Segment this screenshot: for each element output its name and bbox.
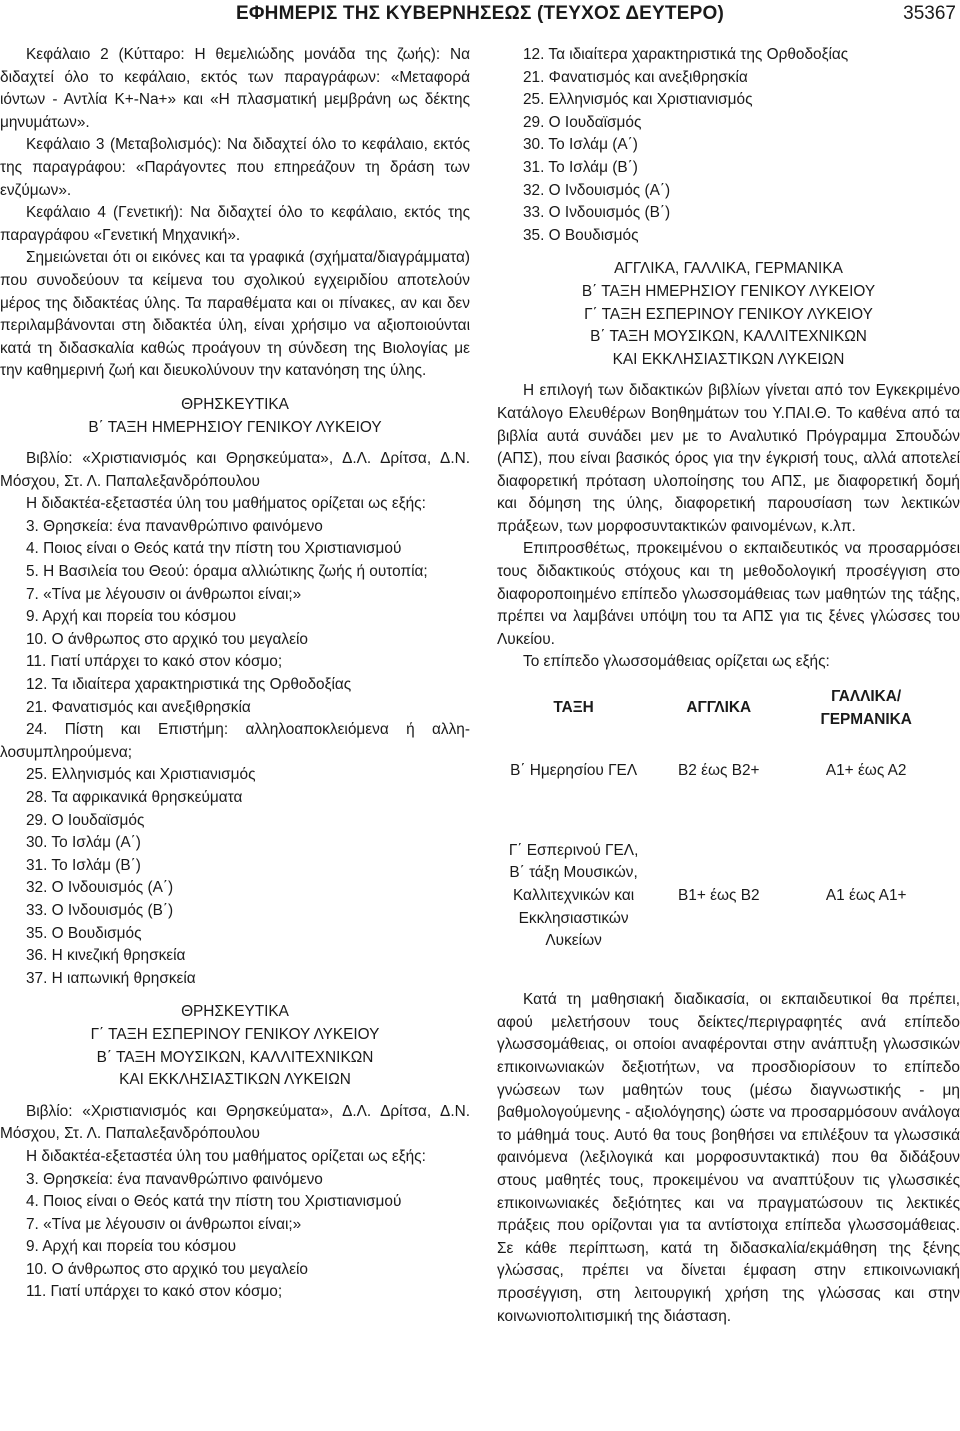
list-item: 10. Ο άνθρωπος στο αρχικό του μεγαλείο bbox=[26, 630, 308, 648]
paragraph: Η επιλογή των διδακτικών βιβλίων γίνεται από τον Εγκεκριμένο Κατάλογο Ελευθέρων Βοηθημάτων του Υ.ΠΑΙ.Θ. Το καθένα από τα βιβλία αυτά συνάδει μεν με το Αναλυτικό Πρόγραμμα Σπουδών (ΑΠΣ), που είναι βασικός όρος για την έγκρισή τους, αλλά αποτελεί διαφορετική πρόταση υλοποίησης του ΑΠΣ, με διαφορετική δομή και δόμηση της ύλης, διαφορετική παρουσίαση των λεκτικών πράξεων, των μορφοσυντακτικών φαινομένων, κ.λπ. bbox=[497, 382, 960, 535]
list-item: 25. Ελληνισμός και Χριστιανισμός bbox=[523, 91, 753, 109]
list-item: 5. Η Βασιλεία του Θεού: όραμα αλλιώτικης ζωής ή ουτοπία; bbox=[26, 563, 428, 581]
list-item: 31. Το Ισλάμ (Β΄) bbox=[523, 158, 638, 176]
right-column bbox=[497, 44, 960, 1328]
list-item: 37. Η ιαπωνική θρησκεία bbox=[26, 969, 196, 987]
language-level-table bbox=[501, 684, 941, 983]
heading-line: Β΄ ΤΑΞΗ ΗΜΕΡΗΣΙΟΥ ΓΕΝΙΚΟΥ ΛΥΚΕΙΟΥ bbox=[581, 282, 876, 300]
table-cell: Α1 έως Α1+ bbox=[825, 886, 907, 904]
table-cell: Β΄ Ημερησίου ΓΕΛ bbox=[510, 761, 638, 779]
section-heading bbox=[497, 258, 960, 371]
syllabus-list bbox=[0, 1169, 470, 1305]
paragraph: Κεφάλαιο 4 (Γενετική): Να διδαχτεί όλο το κεφάλαιο, εκτός της παραγράφου «Γενετική Μηχανική». bbox=[0, 204, 470, 244]
paragraph: Επιπροσθέτως, προκειμένου ο εκπαιδευτικός να προσαρμόσει τους διδακτικούς στόχους και τη μεθοδολογική προσέγγιση στο διαφοροποιημένο επίπεδο γλωσσομάθειας των μαθητών της τάξης, πρέπει να λαμβάνει υπόψη του τα ΑΠΣ για τις ξένες γλώσσες του Λυκείου. bbox=[497, 540, 960, 648]
table-row bbox=[501, 733, 941, 809]
column-header-english: ΑΓΓΛΙΚΑ bbox=[686, 699, 752, 717]
heading-line: ΑΓΓΛΙΚΑ, ΓΑΛΛΙΚΑ, ΓΕΡΜΑΝΙΚΑ bbox=[614, 260, 843, 278]
list-item: 30. Το Ισλάμ (Α΄) bbox=[26, 834, 141, 852]
syllabus-intro: Η διδακτέα-εξεταστέα ύλη του μαθήματος ορίζεται ως εξής: bbox=[26, 1147, 426, 1165]
gazette-title: ΕΦΗΜΕΡΙΣ ΤΗΣ ΚΥΒΕΡΝΗΣΕΩΣ (ΤΕΥΧΟΣ ΔΕΥΤΕΡΟ) bbox=[236, 3, 724, 24]
table-cell: Γ΄ Εσπερινού ΓΕΛ, Β΄ τάξη Μουσικών, Καλλιτεχνικών και Εκκλησιαστικών Λυκείων bbox=[508, 841, 639, 950]
paragraph: Κεφάλαιο 2 (Κύτταρο: Η θεμελιώδης μονάδα της ζωής): Να διδαχτεί όλο το κεφάλαιο, εκτός των παραγράφων: «Μεταφορά ιόντων - Αντλία K+-Na+» και «Η πλασματική μεμβράνη ως δέκτης μηνυμάτων». bbox=[0, 46, 470, 131]
list-item: 33. Ο Ινδουισμός (Β΄) bbox=[26, 901, 174, 919]
list-item: 7. «Τίνα με λέγουσιν οι άνθρωποι είναι;» bbox=[26, 1215, 302, 1233]
list-item: 12. Τα ιδιαίτερα χαρακτηριστικά της Ορθοδοξίας bbox=[523, 46, 849, 63]
table-cell: Β1+ έως Β2 bbox=[678, 886, 760, 904]
list-item: 28. Τα αφρικανικά θρησκεύματα bbox=[26, 789, 243, 806]
syllabus-list bbox=[0, 516, 470, 990]
section-heading bbox=[0, 394, 470, 439]
syllabus-intro: Η διδακτέα-εξεταστέα ύλη του μαθήματος ορίζεται ως εξής: bbox=[26, 495, 426, 513]
list-item: 33. Ο Ινδουισμός (Β΄) bbox=[523, 204, 671, 222]
column-header-french-german: ΓΑΛΛΙΚΑ/ ΓΕΡΜΑΝΙΚΑ bbox=[820, 688, 912, 728]
paragraph: Κατά τη μαθησιακή διαδικασία, οι εκπαιδευτικοί θα πρέπει, αφού μελετήσουν τους δείκτες/περιγραφητές ανά επίπεδο γλωσσομάθειας, οι οποίοι αναφέρονται στην ανάπτυξη γλωσσικών επικοινωνιακών δεξιοτήτων, να προσδιορίσουν το επίπεδο γνώσεων των μαθητών τους (μέσω διαγνωστικής - μη βαθμολογούμενης - αξιολόγησης) ώστε να προσαρμόσουν ανάλογα το μάθημά τους. Αυτό θα τους βοηθήσει να επιλέξουν τα γλωσσικά φαινόμενα (λεξιλογικά και μορφοσυντακτικά) που θα διδάξουν στους μαθητές τους, προκειμένου να αναπτύξουν τις γλωσσικές επικοινωνιακές δεξιότητες και να πραγματώσουν τις λεκτικές πράξεις που ορίζονται για τα αντίστοιχα επίπεδα γλωσσομάθειας. Σε κάθε περίπτωση, κατά τη διδασκαλία/εκμάθηση της ξένης γλώσσας, πρέπει να δίνεται έμφαση στην επικοινωνιακή προσέγγιση, στη λειτουργική χρήση της γλώσσας και στην κοινωνιοπολιτισμική της διάσταση. bbox=[497, 991, 960, 1325]
list-item: 32. Ο Ινδουισμός (Α΄) bbox=[523, 181, 671, 199]
heading-line: Β΄ ΤΑΞΗ ΗΜΕΡΗΣΙΟΥ ΓΕΝΙΚΟΥ ΛΥΚΕΙΟΥ bbox=[88, 418, 382, 436]
left-column bbox=[0, 44, 470, 1304]
heading-line: ΚΑΙ ΕΚΚΛΗΣΙΑΣΤΙΚΩΝ ΛΥΚΕΙΩΝ bbox=[612, 350, 845, 368]
list-item: 11. Γιατί υπάρχει το κακό στον κόσμο; bbox=[26, 1283, 283, 1301]
list-item: 4. Ποιος είναι ο Θεός κατά την πίστη του Χριστιανισμού bbox=[26, 540, 402, 558]
section-heading bbox=[0, 1001, 470, 1091]
heading-line: ΘΡΗΣΚΕΥΤΙΚΑ bbox=[181, 395, 289, 413]
list-item: 7. «Τίνα με λέγουσιν οι άνθρωποι είναι;» bbox=[26, 585, 302, 603]
paragraph: Κεφάλαιο 3 (Μεταβολισμός): Να διδαχτεί όλο το κεφάλαιο, εκτός της παραγράφου: «Παράγοντες που επηρεάζουν τη δράση των ενζύμων». bbox=[0, 136, 470, 199]
paragraph: Το επίπεδο γλωσσομάθειας ορίζεται ως εξής: bbox=[523, 653, 830, 671]
paragraph: Σημειώνεται ότι οι εικόνες και τα γραφικά (σχήματα/διαγράμματα) που συνοδεύουν τα κείμενα του σχολικού εγχειριδίου αποτελούν μέρος της διδακτέας ύλης. Τα παραθέματα και οι πίνακες, αν και δεν περιλαμβάνονται στη διδακτέα ύλη, είναι χρήσιμο να αξιοποιούνται κατά τη διδασκαλία καθώς προάγουν τη σύνδεση της Βιολογίας με την καθημερινή ζωή και διευκολύνουν την κατανόηση της ύλης. bbox=[0, 249, 470, 380]
book-reference: Βιβλίο: «Χριστιανισμός και Θρησκεύματα», Δ.Λ. Δρίτσα, Δ.Ν. Μόσχου, Στ. Λ. Παπαλεξανδρόπουλου bbox=[0, 450, 470, 490]
list-item: 35. Ο Βουδισμός bbox=[523, 226, 639, 244]
list-item: 29. Ο Ιουδαϊσμός bbox=[26, 811, 145, 829]
list-item: 11. Γιατί υπάρχει το κακό στον κόσμο; bbox=[26, 653, 283, 671]
heading-line: Γ΄ ΤΑΞΗ ΕΣΠΕΡΙΝΟΥ ΓΕΝΙΚΟΥ ΛΥΚΕΙΟΥ bbox=[584, 305, 873, 323]
table-cell: Β2 έως Β2+ bbox=[678, 761, 760, 779]
list-item: 35. Ο Βουδισμός bbox=[26, 924, 142, 942]
list-item: 9. Αρχή και πορεία του κόσμου bbox=[26, 608, 236, 626]
list-item: 9. Αρχή και πορεία του κόσμου bbox=[26, 1238, 236, 1256]
table-header-row bbox=[501, 684, 941, 733]
list-item: 29. Ο Ιουδαϊσμός bbox=[523, 113, 642, 131]
list-item: 24. Πίστη και Επιστήμη: αλληλοαποκλειόμενα ή αλληλοσυμπληρούμενα; bbox=[0, 721, 470, 761]
list-item: 36. Η κινεζική θρησκεία bbox=[26, 947, 186, 965]
list-item: 21. Φανατισμός και ανεξιθρησκία bbox=[523, 68, 748, 86]
list-item: 10. Ο άνθρωπος στο αρχικό του μεγαλείο bbox=[26, 1260, 308, 1278]
list-item: 3. Θρησκεία: ένα πανανθρώπινο φαινόμενο bbox=[26, 517, 323, 535]
syllabus-list bbox=[497, 44, 960, 247]
page-number: 35367 bbox=[903, 3, 956, 24]
list-item: 32. Ο Ινδουισμός (Α΄) bbox=[26, 879, 174, 897]
table-row bbox=[501, 809, 941, 983]
heading-line: Β΄ ΤΑΞΗ ΜΟΥΣΙΚΩΝ, ΚΑΛΛΙΤΕΧΝΙΚΩΝ bbox=[96, 1048, 374, 1066]
heading-line: Γ΄ ΤΑΞΗ ΕΣΠΕΡΙΝΟΥ ΓΕΝΙΚΟΥ ΛΥΚΕΙΟΥ bbox=[90, 1025, 380, 1043]
list-item: 12. Τα ιδιαίτερα χαρακτηριστικά της Ορθοδοξίας bbox=[26, 676, 352, 694]
list-item: 4. Ποιος είναι ο Θεός κατά την πίστη του Χριστιανισμού bbox=[26, 1193, 402, 1211]
list-item: 21. Φανατισμός και ανεξιθρησκία bbox=[26, 698, 251, 716]
book-reference: Βιβλίο: «Χριστιανισμός και Θρησκεύματα», Δ.Λ. Δρίτσα, Δ.Ν. Μόσχου, Στ. Λ. Παπαλεξανδρόπουλου bbox=[0, 1102, 470, 1143]
list-item: 31. Το Ισλάμ (Β΄) bbox=[26, 856, 141, 874]
heading-line: Β΄ ΤΑΞΗ ΜΟΥΣΙΚΩΝ, ΚΑΛΛΙΤΕΧΝΙΚΩΝ bbox=[590, 328, 867, 346]
column-header-class: ΤΑΞΗ bbox=[553, 699, 594, 717]
heading-line: ΘΡΗΣΚΕΥΤΙΚΑ bbox=[181, 1003, 289, 1021]
list-item: 3. Θρησκεία: ένα πανανθρώπινο φαινόμενο bbox=[26, 1170, 323, 1188]
heading-line: ΚΑΙ ΕΚΚΛΗΣΙΑΣΤΙΚΩΝ ΛΥΚΕΙΩΝ bbox=[119, 1071, 351, 1089]
page-header bbox=[0, 0, 960, 34]
table-cell: Α1+ έως Α2 bbox=[825, 761, 907, 779]
list-item: 30. Το Ισλάμ (Α΄) bbox=[523, 136, 638, 154]
list-item: 25. Ελληνισμός και Χριστιανισμός bbox=[26, 766, 256, 784]
